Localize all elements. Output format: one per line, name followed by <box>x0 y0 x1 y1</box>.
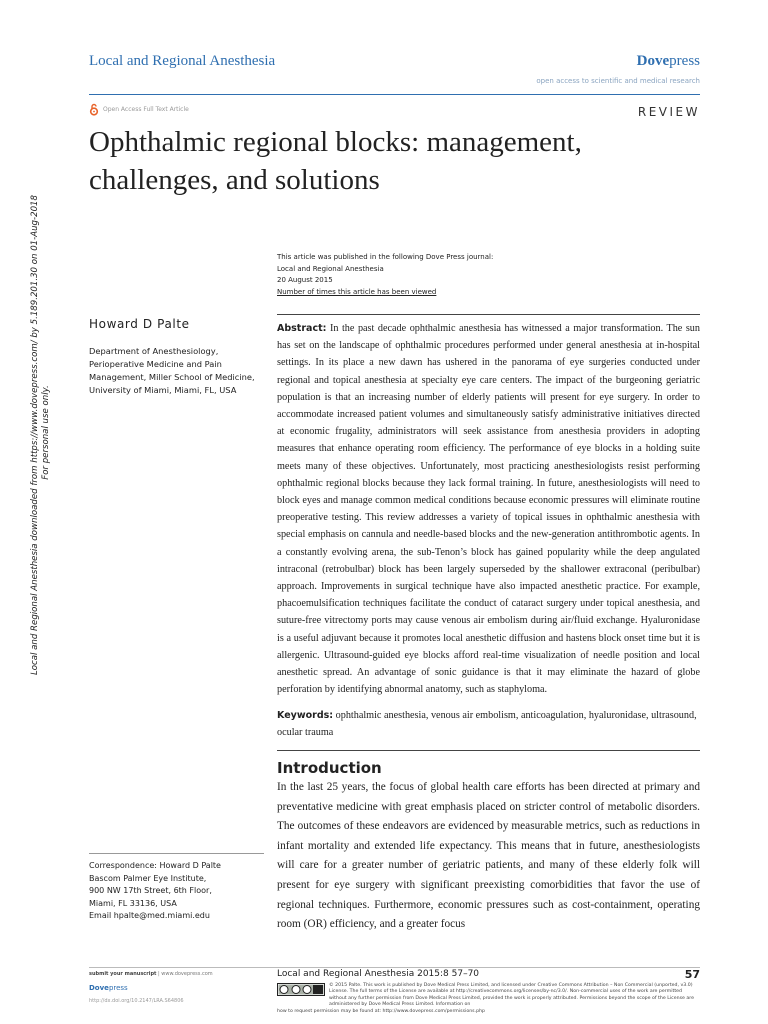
article-type: REVIEW <box>637 105 700 119</box>
submit-url: www.dovepress.com <box>161 971 213 977</box>
abstract-divider <box>277 314 700 315</box>
pub-info-journal: Local and Regional Anesthesia <box>277 264 384 273</box>
license-permissions-link[interactable]: how to request permission may be found at: http://www.dovepress.com/permissions.php <box>277 1009 486 1014</box>
correspondence-line-4: Miami, FL 33136, USA <box>89 898 177 908</box>
publisher-dove: Dove <box>636 53 670 69</box>
article-title: Ophthalmic regional blocks: management, challenges, and solutions <box>89 126 582 196</box>
pub-info-line-1: This article was published in the following Dove Press journal: <box>277 253 494 261</box>
download-side-note <box>30 190 50 690</box>
footer-publisher-logo[interactable] <box>89 984 128 992</box>
correspondence-divider <box>89 853 264 854</box>
side-note-line-1: Local and Regional Anesthesia downloaded from https://www.dovepress.com/ by 5.189.201.30 on 01-Aug-2018 <box>30 195 40 675</box>
publisher-tagline: open access to scientific and medical research <box>536 77 700 85</box>
footer-press: press <box>108 984 128 992</box>
correspondence-email[interactable]: Email hpalte@med.miami.edu <box>89 911 210 920</box>
license-text: © 2015 Palte. This work is published by Dove Medical Press Limited, and licensed under Creative Commons Attribution – Non Commercial (unported, v3.0) License. The full terms of the License are available at http://creativecommons.org/licenses/by-nc/3.0/. Non-commercial uses of the work are permitted without any further permission from Dove Medical Press Limited, provided the work is properly attributed. Permissions beyond the scope of the License are administered by Dove Medical Press Limited. Information on <box>329 983 694 1008</box>
introduction-heading: Introduction <box>277 759 382 777</box>
submit-manuscript-link[interactable]: submit your manuscript | www.dovepress.com <box>89 971 213 977</box>
open-access-label <box>89 103 189 116</box>
correspondence-line-3: 900 NW 17th Street, 6th Floor, <box>89 886 212 895</box>
side-note-line-2: For personal use only. <box>41 385 51 480</box>
correspondence-line-1: Correspondence: Howard D Palte <box>89 861 221 870</box>
correspondence-line-2: Bascom Palmer Eye Institute, <box>89 873 207 883</box>
footer-divider <box>89 967 700 968</box>
footer-dove: Dove <box>89 984 109 992</box>
pub-info-date: 20 August 2015 <box>277 276 333 284</box>
keywords-text: ophthalmic anesthesia, venous air embolism, anticoagulation, hyaluronidase, ultrasound, ocular trauma <box>277 710 697 738</box>
submit-label: submit your manuscript <box>89 971 157 977</box>
publication-info <box>277 252 493 298</box>
introduction-divider <box>277 750 700 751</box>
keywords <box>277 707 700 741</box>
open-access-icon <box>89 103 99 116</box>
header-divider <box>89 94 700 95</box>
page-number: 57 <box>684 968 700 981</box>
publisher-logo[interactable] <box>637 53 700 70</box>
cc-by-nc-icon[interactable] <box>277 983 325 996</box>
author-affiliation: Department of Anesthesiology, Perioperative Medicine and Pain Management, Miller School of Medicine, University of Miami, Miami, FL, USA <box>89 346 255 395</box>
introduction-text: In the last 25 years, the focus of global health care efforts has been directed at primary and preventative medicine with great emphasis placed on stricter control of metabolic disorders. The outcomes of these endeavors are evidenced by measurable metrics, such as reductions in infant mortality and extended life expectancy. This means that in future, anesthesiologists will care for a greater number of geriatric patients, and many of these elderly folk will present for eye surgery with significant preexisting comorbidities that favor the use of regional techniques. Furthermore, economic pressures such as cost-containment, operating room (OR) efficiency, and a greater focus <box>277 781 700 931</box>
correspondence <box>89 860 264 923</box>
keywords-label: Keywords: <box>277 710 334 721</box>
journal-name[interactable]: Local and Regional Anesthesia <box>89 53 276 69</box>
journal-citation: Local and Regional Anesthesia 2015:8 57–70 <box>277 969 480 979</box>
abstract-label: Abstract: <box>277 323 327 334</box>
publisher-press: press <box>669 53 700 69</box>
author-name: Howard D Palte <box>89 317 190 331</box>
open-access-text: Open Access Full Text Article <box>103 106 189 113</box>
doi-link[interactable]: http://dx.doi.org/10.2147/LRA.S64806 <box>89 998 184 1004</box>
abstract <box>277 320 700 698</box>
article-views-link[interactable]: Number of times this article has been viewed <box>277 287 437 296</box>
abstract-text: In the past decade ophthalmic anesthesia has witnessed a major transformation. The sun has set on the landscape of ophthalmic procedures performed under general anesthesia at in-hospital settings. In its place a new dawn has ushered in the panorama of eye surgeries conducted under regional and topical anesthesia at specialty eye care centers. The impact of the burgeoning geriatric population is that an increasing number of elderly patients will present for eye surgery. In order to accommodate increased patient volumes and simultaneously satisfy administrative initiatives directed at economic frugality, administrators will seek assistance from anesthesia providers in adopting measures that enhance operating room efficiency. The performance of eye blocks in a holding suite meets many of these objectives. Unfortunately, most practicing anesthesiologists resist performing ophthalmic regional blocks because they lack formal training. In future, anesthesiologists will need to block eyes and manage common medical conditions because economic pressures will eliminate routine preoperative testing. This review addresses a variety of topical issues in ophthalmic anesthesia with special emphasis on cannula and needle-based blocks and the new-generation antithrombotic agents. In a constantly evolving arena, the sub-Tenon’s block has gained popularity while the deep angulated intraconal (retrobulbar) block has been largely superseded by the shallower extraconal (peribulbar) approach. Improvements in surgical technique have also impacted anesthetic practice. For example, phacoemulsification techniques facilitate the conduct of cataract surgery under topical anesthesia, and suture-free vitrectomy ports may cause venous air embolism during air/fluid exchange. Hyaluronidase is a useful adjuvant because it promotes local anesthetic diffusion and hastens block onset time but it is allergenic. Ultrasound-guided eye blocks afford real-time visualization of needle position and local anesthetic spread. An advantage of sonic guidance is that it may eliminate the hazard of globe perforation by identifying abnormal anatomy, such as staphyloma. <box>277 323 700 696</box>
